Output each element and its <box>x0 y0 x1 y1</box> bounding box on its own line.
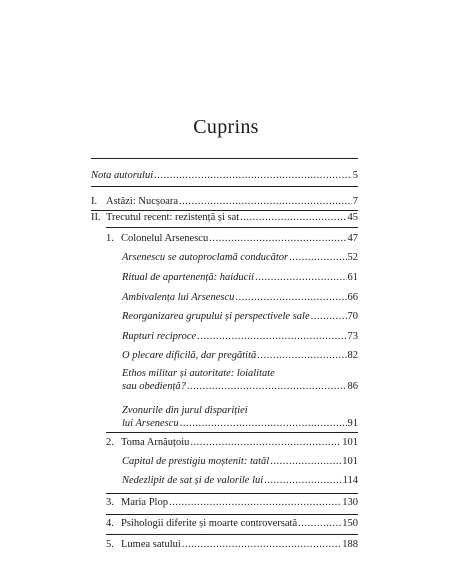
toc-entry-label: Colonelul Arsenescu <box>121 233 209 244</box>
toc-entry-page: 91 <box>347 417 358 429</box>
toc-entry-page: 114 <box>342 475 358 486</box>
dot-leader <box>182 539 341 552</box>
toc-entry-number: 2. <box>106 437 114 448</box>
toc-entry-number: I. <box>91 196 98 207</box>
toc-entry-page: 61 <box>347 272 358 283</box>
dot-leader <box>257 350 346 363</box>
toc-entry-o-plecare <box>122 350 358 363</box>
divider-after-nota <box>91 186 358 187</box>
toc-entry-page: 73 <box>347 331 358 342</box>
toc-entry-label: Ambivalența lui Arsenescu <box>122 292 235 303</box>
toc-entry-label-line2: sau obediență? <box>122 380 186 392</box>
toc-entry-page: 66 <box>347 292 358 303</box>
toc-entry-label: Astăzi: Nucșoara <box>106 196 179 207</box>
toc-entry-page: 101 <box>342 456 358 467</box>
toc-entry-nota-autorului <box>91 170 358 183</box>
toc-entry-rupturi <box>122 331 358 344</box>
toc-entry-number: II. <box>91 212 101 223</box>
toc-entry-ambivalenta <box>122 292 358 305</box>
dot-leader <box>209 233 346 246</box>
toc-entry-astazi <box>91 196 358 209</box>
divider-top <box>91 158 358 159</box>
dot-leader <box>180 418 347 431</box>
toc-entry-page: 86 <box>347 380 358 392</box>
dot-leader <box>187 381 347 394</box>
toc-entry-page: 47 <box>347 233 358 244</box>
divider-before-5 <box>106 534 358 535</box>
toc-entry-reorganizarea <box>122 311 358 324</box>
toc-entry-number: 4. <box>106 518 114 529</box>
toc-entry-label: Reorganizarea grupului și perspectivele sale <box>122 311 310 322</box>
dot-leader <box>197 331 346 344</box>
toc-entry-label: Nota autorului <box>91 170 154 181</box>
toc-entry-zvonurile <box>122 405 358 430</box>
toc-entry-ritual <box>122 272 358 285</box>
toc-entry-psihologii <box>106 518 358 531</box>
toc-entry-maria-plop <box>106 497 358 510</box>
toc-entry-colonelul-arsenescu <box>106 233 358 246</box>
toc-entry-page: 101 <box>342 437 358 448</box>
toc-entry-label-line1: Ethos militar și autoritate: loialitate <box>122 368 275 379</box>
toc-entry-label: Toma Arnăuțoiu <box>121 437 190 448</box>
toc-entry-ethos <box>122 368 358 393</box>
dot-leader <box>169 497 341 510</box>
toc-entry-label: Rupturi reciproce <box>122 331 197 342</box>
toc-entry-page: 82 <box>347 350 358 361</box>
toc-entry-number: 1. <box>106 233 114 244</box>
toc-entry-label: Capital de prestigiu moștenit: tatăl <box>122 456 270 467</box>
dot-leader <box>240 212 346 225</box>
toc-entry-number: 5. <box>106 539 114 550</box>
dot-leader <box>289 252 346 265</box>
toc-entry-capital-de-prestigiu <box>122 456 358 469</box>
dot-leader <box>255 272 346 285</box>
toc-entry-page: 70 <box>347 311 358 322</box>
dot-leader <box>179 196 352 209</box>
dot-leader <box>311 311 347 324</box>
dot-leader <box>264 475 341 488</box>
dot-leader <box>235 292 346 305</box>
toc-entry-label: Maria Plop <box>121 497 168 508</box>
toc-entry-label: Ritual de apartenență: haiducii <box>122 272 255 283</box>
toc-entry-label: O plecare dificilă, dar pregătită <box>122 350 257 361</box>
divider-after-ii <box>106 227 358 228</box>
dot-leader <box>190 437 341 450</box>
toc-entry-number: 3. <box>106 497 114 508</box>
divider-before-2 <box>106 432 358 433</box>
toc-entry-page: 150 <box>342 518 358 529</box>
toc-entry-page: 7 <box>352 196 358 207</box>
toc-entry-label: Psihologii diferite și moarte controversată <box>121 518 298 529</box>
toc-entry-label: Lumea satului <box>121 539 181 550</box>
dot-leader <box>298 518 341 531</box>
toc-entry-trecutul-recent <box>91 212 358 225</box>
page-title: Cuprins <box>193 116 259 138</box>
toc-entry-page: 130 <box>342 497 358 508</box>
divider-before-3 <box>106 493 358 494</box>
toc-entry-label-line1: Zvonurile din jurul dispariției <box>122 405 248 416</box>
dot-leader <box>270 456 341 469</box>
toc-entry-page: 52 <box>347 252 358 263</box>
toc-entry-label: Trecutul recent: rezistență și sat <box>106 212 240 223</box>
toc-entry-label: Arsenescu se autoproclamă conducător <box>122 252 289 263</box>
toc-entry-lumea-satului <box>106 539 358 552</box>
dot-leader <box>154 170 352 183</box>
toc-entry-label-line2: lui Arsenescu <box>122 417 179 429</box>
toc-entry-page: 45 <box>347 212 358 223</box>
toc-entry-label: Nedezlipit de sat și de valorile lui <box>122 475 264 486</box>
divider-after-i <box>91 210 358 211</box>
toc-entry-page: 188 <box>342 539 358 550</box>
toc-entry-toma-arnautoiu <box>106 437 358 450</box>
toc-entry-page: 5 <box>352 170 358 181</box>
toc-entry-autoproclama <box>122 252 358 265</box>
divider-before-4 <box>106 514 358 515</box>
toc-entry-nedezlipit <box>122 475 358 488</box>
